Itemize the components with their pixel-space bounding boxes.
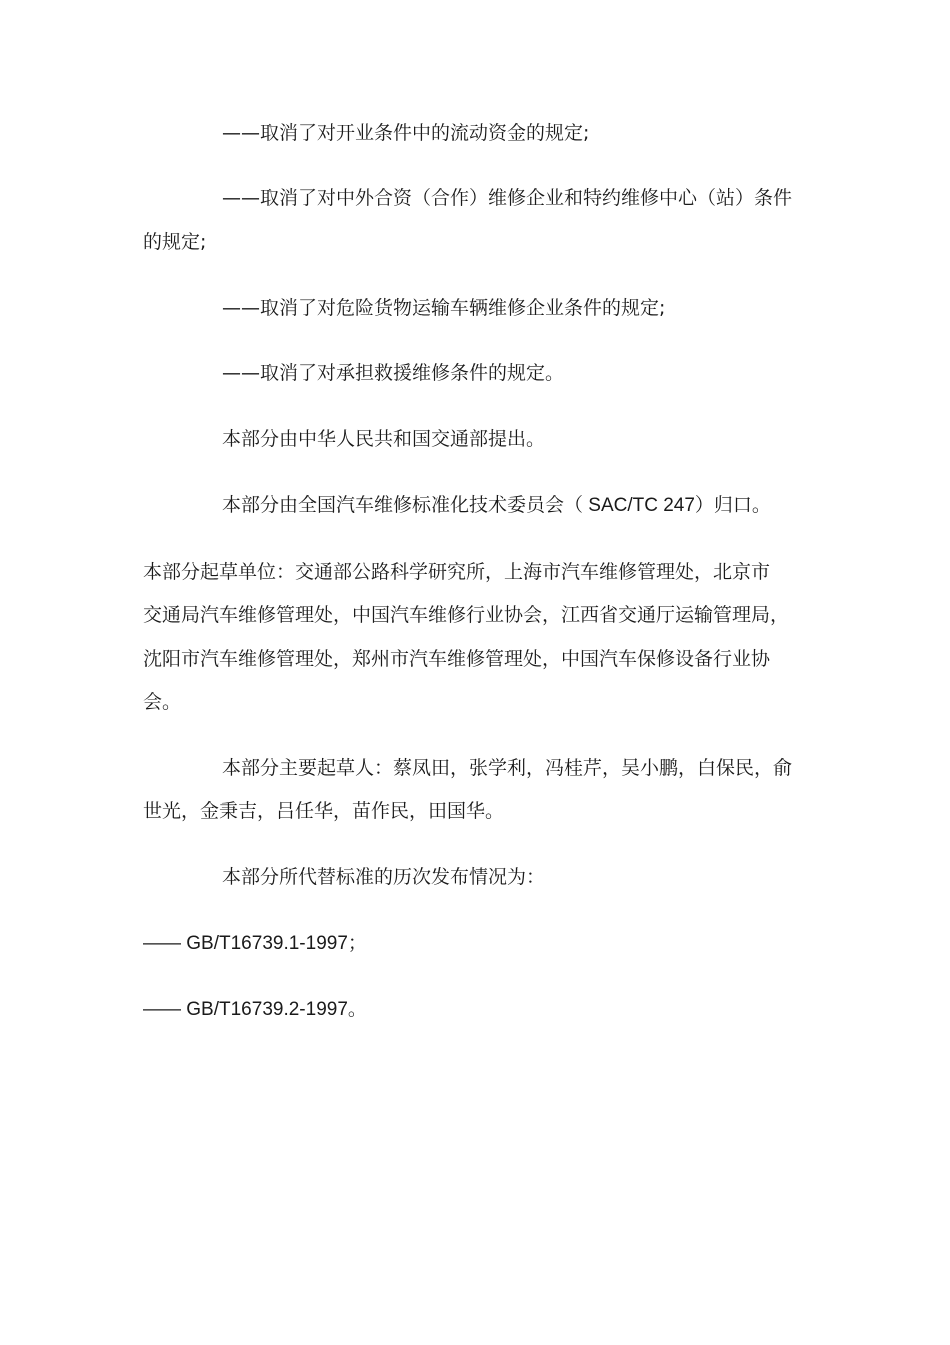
text-line: —— GB/T16739.2-1997。 [143, 999, 367, 1020]
text-line: ——取消了对承担救援维修条件的规定。 [222, 362, 565, 384]
text-line: 本部分起草单位：交通部公路科学研究所，上海市汽车维修管理处，北京市 [143, 561, 771, 583]
text-line: 会。 [143, 691, 182, 713]
text-line: 本部分由全国汽车维修标准化技术委员会（ SAC/TC 247）归口。 [222, 495, 771, 516]
text-line: 世光，金秉吉，吕任华，苗作民，田国华。 [143, 800, 505, 822]
text-line: ——取消了对中外合资（合作）维修企业和特约维修中心（站）条件 [222, 187, 793, 209]
text-line: 的规定; [143, 231, 207, 253]
text-line: —— GB/T16739.1-1997； [143, 933, 367, 954]
text-line: 本部分主要起草人：蔡凤田，张学利，冯桂芹，吴小鹏，白保民，俞 [222, 757, 793, 779]
text-line: ——取消了对危险货物运输车辆维修企业条件的规定; [222, 297, 666, 319]
text-line: 本部分所代替标准的历次发布情况为： [222, 866, 546, 888]
text-line: 交通局汽车维修管理处，中国汽车维修行业协会，江西省交通厅运输管理局， [143, 604, 790, 626]
text-line: ——取消了对开业条件中的流动资金的规定; [222, 122, 590, 144]
text-line: 本部分由中华人民共和国交通部提出。 [222, 428, 546, 450]
text-line: 沈阳市汽车维修管理处，郑州市汽车维修管理处，中国汽车保修设备行业协 [143, 648, 771, 670]
